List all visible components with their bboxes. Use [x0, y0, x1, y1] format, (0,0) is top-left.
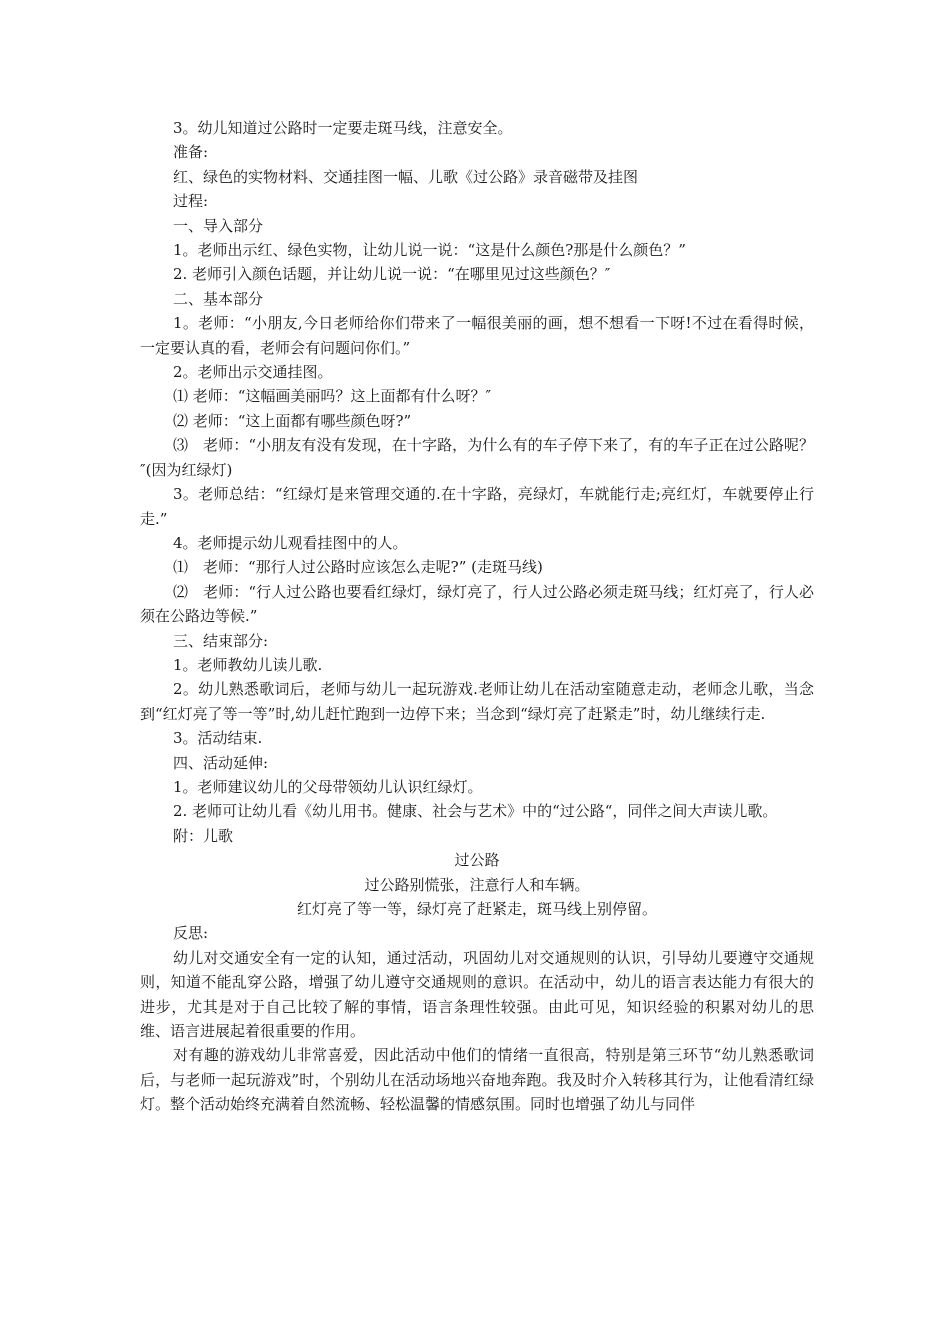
part-2-step-3: 3。老师总结：“红绿灯是来管理交通的.在十字路，亮绿灯，车就能行走;亮红灯，车就要停止行走.” — [140, 485, 814, 528]
part-4-heading: 四、活动延伸: — [173, 753, 269, 772]
part-4-step-2: 2. 老师可让幼儿看《幼儿用书。健康、社会与艺术》中的“过公路“，同伴之间大声读儿歌。 — [173, 802, 778, 821]
part-1-heading: 一、导入部分 — [173, 216, 264, 235]
reflection-paragraph: 幼儿对交通安全有一定的认知，通过活动，巩固幼儿对交通规则的认识，引导幼儿要遵守交通规则，知道不能乱穿公路，增强了幼儿遵守交通规则的意识。在活动中，幼儿的语言表达能力有很大的进步，尤其是对于自己比较了解的事情，语言条理性较强。由此可见，知识经验的积累对幼儿的思维、语言进展起着很重要的作用。 — [140, 948, 814, 1041]
section-preparation: 准备: — [173, 143, 209, 162]
poem-line: 过公路别慌张，注意行人和车辆。 — [364, 875, 590, 894]
part-3-step-1: 1。老师教幼儿读儿歌. — [173, 655, 323, 674]
reflection — [140, 921, 814, 1116]
preparation-materials: 红、绿色的实物材料、交通挂图一幅、儿歌《过公路》录音磁带及挂图 — [173, 167, 639, 186]
part-2-step-2: 2。老师出示交通挂图。 — [173, 363, 333, 382]
part-1-step-1: 1。老师出示红、绿色实物，让幼儿说一说：“这是什么颜色?那是什么颜色？” — [173, 241, 686, 260]
reflection-paragraph: 对有趣的游戏幼儿非常喜爱，因此活动中他们的情绪一直很高，特别是第三环节“幼儿熟悉歌词后，与老师一起玩游戏”时，个别幼儿在活动场地兴奋地奔跑。我及时介入转移其行为，让他看清红绿灯。整个活动始终充满着自然流畅、轻松温馨的情感氛围。同时也增强了幼儿与同伴 — [140, 1046, 814, 1114]
part-3-step-3: 3。活动结束. — [173, 729, 263, 748]
appendix-label: 附：儿歌 — [173, 826, 234, 845]
lesson-body — [140, 116, 814, 848]
goal-3: 3。幼儿知道过公路时一定要走斑马线，注意安全。 — [173, 119, 513, 137]
part-2-step-2-q2: ⑵ 老师：“这上面都有哪些颜色呀?” — [173, 411, 412, 430]
part-2-step-2-q1: ⑴ 老师：“这幅画美丽吗？这上面都有什么呀？″ — [173, 387, 492, 406]
poem-line: 红灯亮了等一等，绿灯亮了赶紧走，斑马线上别停留。 — [296, 900, 657, 918]
part-2-step-2-q3: ⑶ 老师：“小朋友有没有发现，在十字路，为什么有的车子停下来了，有的车子正在过公路呢？″(因为红绿灯) — [140, 436, 814, 479]
poem-title: 过公路 — [454, 851, 500, 870]
poem — [140, 848, 814, 921]
section-process: 过程: — [173, 192, 209, 211]
part-3-step-2: 2。幼儿熟悉歌词后，老师与幼儿一起玩游戏.老师让幼儿在活动室随意走动，老师念儿歌，当念到“红灯亮了等一等”时,幼儿赶忙跑到一边停下来；当念到“绿灯亮了赶紧走”时，幼儿继续行走. — [140, 680, 814, 723]
part-2-step-4: 4。老师提示幼儿观看挂图中的人。 — [173, 533, 408, 552]
part-2-step-4-q1: ⑴ 老师：“那行人过公路时应该怎么走呢?” (走斑马线) — [173, 558, 543, 577]
part-3-heading: 三、结束部分: — [173, 631, 269, 650]
part-4-step-1: 1。老师建议幼儿的父母带领幼儿认识红绿灯。 — [173, 777, 483, 796]
reflection-heading: 反思: — [173, 924, 209, 943]
part-2-step-1: 1。老师：“小朋友,今日老师给你们带来了一幅很美丽的画，想不想看一下呀!不过在看得时候，一定要认真的看，老师会有问题问你们。” — [140, 314, 814, 357]
part-1-step-2: 2. 老师引入颜色话题，并让幼儿说一说：“在哪里见过这些颜色？″ — [173, 265, 611, 284]
part-2-heading: 二、基本部分 — [173, 289, 264, 308]
part-2-step-4-q2: ⑵ 老师：“行人过公路也要看红绿灯，绿灯亮了，行人过公路必须走斑马线；红灯亮了，行人必须在公路边等候.” — [140, 582, 814, 626]
